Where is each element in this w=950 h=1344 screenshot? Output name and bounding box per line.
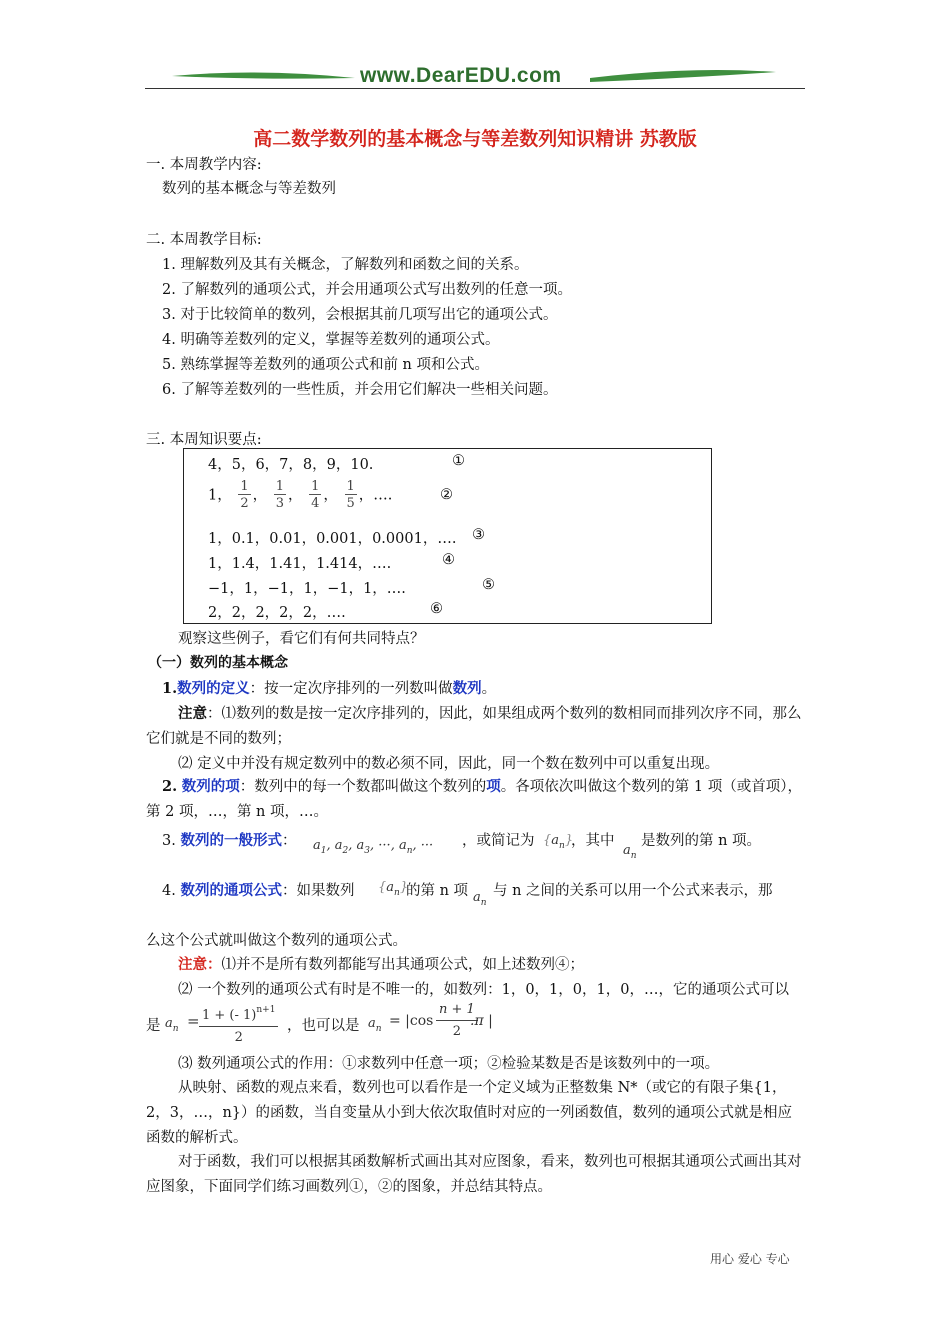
term-paragraph: 2. 数列的项：数列中的每一个数都叫做这个数列的项。各项依次叫做这个数列的第 1 项（或首项），第 2 项，…，第 n 项，…。 <box>146 778 802 820</box>
fraction: $\frac{1}{5}$ <box>346 479 355 511</box>
example-mark: ⑤ <box>482 577 495 593</box>
term-definition: 数列的定义 <box>177 680 250 697</box>
formula-def-text: 的第 n 项 <box>406 883 469 899</box>
example-row-5: −1，1，−1，1，−1，1，…. ⑤ <box>208 577 495 597</box>
example-row-4: 1，1.4，1.41，1.414，…. ④ <box>208 552 455 572</box>
general-form-mid-text: ，或简记为 <box>462 833 535 849</box>
formula-fraction-2: n + 1 2 <box>436 1000 478 1043</box>
general-form-formula: $a_1$, $a_2$, $a_3$, ···, $a_n$, ··· <box>313 838 434 856</box>
page-title: 高二数学数列的基本概念与等差数列知识精讲 苏教版 <box>253 128 697 150</box>
fraction: $\frac{1}{4}$ <box>311 479 320 511</box>
formula-variable: $a_n$ <box>368 1016 382 1034</box>
formula-def-line2: 么这个公式就叫做这个数列的通项公式。 <box>146 933 407 949</box>
cos-function: = |cos <box>389 1013 434 1029</box>
site-logo: www.DearEDU.com <box>360 64 562 87</box>
section1-heading: 一. 本周教学内容: <box>146 157 262 173</box>
note2-mid: ，也可以是 <box>287 1018 360 1034</box>
mapping-paragraph: 从映射、函数的观点来看，数列也可以看作是一个定义域为正整数集 N*（或它的有限子集{1，2，3，…，n}）的函数，当自变量从小到大依次取值时对应的一列函数值，数列的通项公式就是相应函数的解析式。 <box>146 1080 793 1146</box>
nth-term-symbol: $a_n$ <box>623 843 637 861</box>
example-mark: ① <box>452 453 465 469</box>
fraction: $\frac{1}{3}$ <box>275 479 285 511</box>
example-row-2: 1， $\frac{1}{2}$ ， $\frac{1}{3}$ ， $\frac{1}{4}$ ， $\frac{1}{5}$ ，…. ② <box>208 479 453 511</box>
section3-heading: 三. 本周知识要点: <box>146 432 262 448</box>
equals-sign: = <box>187 1012 200 1030</box>
objective-item: 3. 对于比较简单的数列，会根据其前几项写出它的通项公式。 <box>162 307 558 323</box>
objective-item: 4. 明确等差数列的定义，掌握等差数列的通项公式。 <box>162 332 500 348</box>
example-mark: ② <box>440 487 453 503</box>
example-mark: ④ <box>442 552 455 568</box>
example-row-3: 1，0.1，0.01，0.001，0.0001，…. ③ <box>208 527 485 547</box>
note2-line1: 注意：⑴并不是所有数列都能写出其通项公式，如上述数列④； <box>178 956 584 973</box>
section2-heading: 二. 本周教学目标: <box>146 232 262 248</box>
formula-tail: .π | <box>470 1013 493 1029</box>
objective-item: 6. 了解等差数列的一些性质，并会用它们解决一些相关问题。 <box>162 382 558 398</box>
page-footer: 用心 爱心 专心 <box>710 1252 790 1266</box>
formula-def-text: 与 n 之间的关系可以用一个公式来表示，那 <box>493 883 773 899</box>
fraction: $\frac{1}{2}$ <box>240 479 249 511</box>
example-row-6: 2，2，2，2，2，…. ⑥ <box>208 601 443 621</box>
note2-line3: ⑶ 数列通项公式的作用：①求数列中任意一项；②检验某数是否是该数列中的一项。 <box>178 1056 720 1072</box>
nth-term-symbol: $a_n$ <box>473 890 487 908</box>
part1-heading: （一）数列的基本概念 <box>148 655 288 671</box>
formula-def-paragraph: 4. 数列的通项公式：如果数列 <box>162 882 355 899</box>
note-paragraph-1: 注意：⑴数列的数是按一定次序排列的，因此，如果组成两个数列的数相同而排列次序不同，那么它们就是不同的数列； <box>146 705 802 747</box>
graph-paragraph: 对于函数，我们可以根据其函数解析式画出其对应图象，看来，数列也可根据其通项公式画出其对应图象，下面同学们练习画数列①，②的图象，并总结其特点。 <box>146 1154 802 1195</box>
note2-line2: ⑵ 一个数列的通项公式有时是不唯一的，如数列：1，0，1，0，1，0，…，它的通项公式可以 <box>178 982 789 998</box>
formula-variable: $a_n$ <box>165 1016 179 1034</box>
formula-fraction-1: 1 + (- 1)$^{n+1}$ 2 <box>199 1000 278 1049</box>
definition-paragraph: 1.数列的定义：按一定次序排列的一列数叫做数列。 <box>162 680 497 697</box>
objective-item: 2. 了解数列的通项公式，并会用通项公式写出数列的任意一项。 <box>162 282 572 298</box>
objective-item: 5. 熟练掌握等差数列的通项公式和前 n 项和公式。 <box>162 357 489 373</box>
example-mark: ⑥ <box>430 601 443 617</box>
general-form-end-text: 是数列的第 n 项。 <box>641 833 762 849</box>
general-form-mid-text-2: ，其中 <box>571 833 615 849</box>
note2-lead: 是 <box>146 1018 161 1034</box>
example-mark: ③ <box>472 527 485 543</box>
sequence-notation: $\{a_n\}$ <box>543 833 574 851</box>
example-row-1: 4，5，6，7，8，9，10. ① <box>208 453 465 473</box>
note-paragraph-2: ⑵ 定义中并没有规定数列中的数必须不同，因此，同一个数在数列中可以重复出现。 <box>178 756 720 772</box>
observe-text: 观察这些例子，看它们有何共同特点？ <box>178 631 425 647</box>
section1-content: 数列的基本概念与等差数列 <box>162 181 336 197</box>
sequence-notation: $\{a_n\}$ <box>378 880 409 898</box>
examples-box <box>183 448 712 624</box>
objective-item: 1. 理解数列及其有关概念，了解数列和函数之间的关系。 <box>162 257 529 273</box>
general-form-paragraph: 3. 数列的一般形式： <box>162 832 297 849</box>
header-divider <box>145 88 805 89</box>
